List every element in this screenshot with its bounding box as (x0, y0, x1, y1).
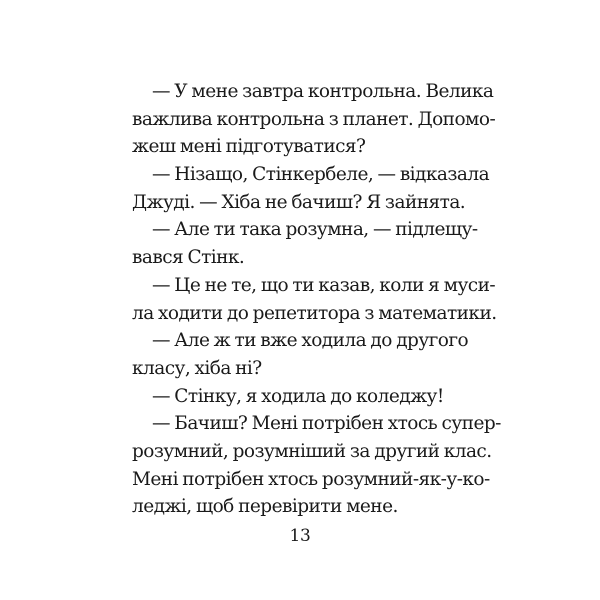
text-line: — Стінку, я ходила до коледжу! (152, 385, 444, 407)
text-line: важлива контрольна з планет. Допомо- (132, 108, 496, 130)
text-line: вався Стінк. (132, 247, 245, 269)
text-line: класу, хіба ні? (132, 357, 262, 379)
text-line: Джуді. — Хіба не бачиш? Я зайнята. (132, 191, 466, 213)
text-line: — Але ж ти вже ходила до другого (152, 330, 469, 352)
text-line: — У мене завтра контрольна. Велика (152, 81, 494, 102)
text-line: леджі, щоб перевірити мене. (132, 496, 398, 518)
text-line: — Але ти така розумна, — підлещу- (152, 219, 478, 241)
text-line: жеш мені підготуватися? (132, 136, 366, 158)
text-line: — Нізащо, Стінкербеле, — відказала (152, 164, 490, 186)
text-line: — Бачиш? Мені потрібен хтось супер- (152, 413, 501, 435)
body-text (132, 78, 501, 521)
text-line: ла ходити до репетитора з математики. (132, 302, 497, 324)
text-line: Мені потрібен хтось розумний-як-у-ко- (132, 468, 490, 490)
text-line: розумний, розумніший за другий клас. (132, 440, 492, 462)
text-line: — Це не те, що ти казав, коли я муси- (152, 274, 496, 296)
page-number: 13 (289, 526, 311, 546)
